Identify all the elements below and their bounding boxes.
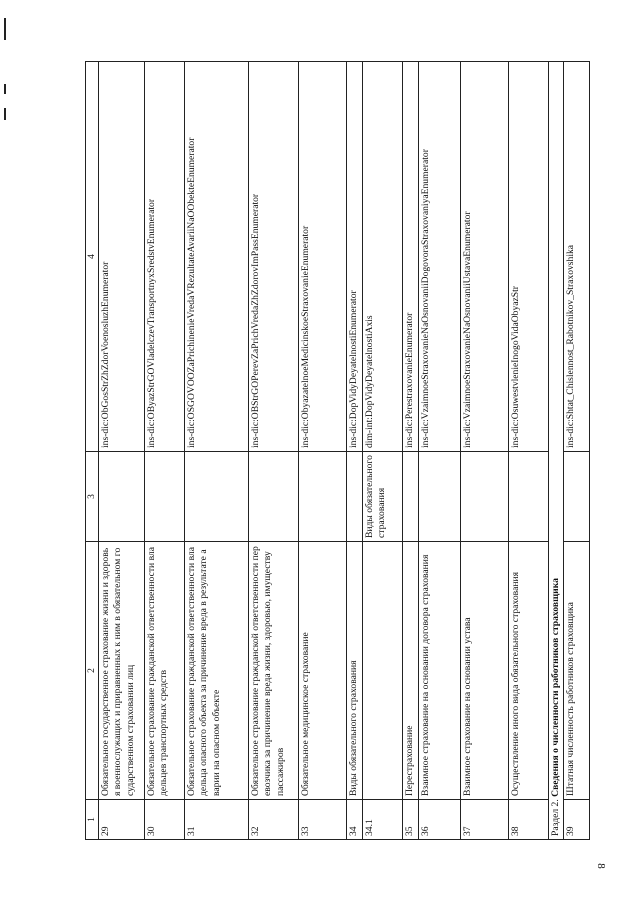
row-description	[363, 542, 403, 800]
table-row	[185, 62, 249, 840]
row-type	[419, 452, 461, 542]
row-code: ins-dic:VzaimnoeStraxovanieNaOsnovaniiUstavaEnumerator	[461, 62, 509, 452]
row-type	[564, 452, 590, 542]
table-row	[249, 62, 299, 840]
table-row	[419, 62, 461, 840]
row-description: Обязательное страхование гражданской ответственности владельца опасного объекта за причинение вреда в результате аварии на опасном объекте	[185, 542, 249, 800]
row-description: Взаимное страхование на основании устава	[461, 542, 509, 800]
row-number: 38	[509, 800, 549, 840]
row-description: Виды обязательного страхования	[347, 542, 363, 800]
table-row	[363, 62, 403, 840]
row-number: 39	[564, 800, 590, 840]
row-description: Обязательное медицинское страхование	[299, 542, 347, 800]
row-type	[185, 452, 249, 542]
table-row	[99, 62, 145, 840]
scan-mark-middle	[4, 84, 6, 94]
section-title: Сведения о численности работников страховщика	[550, 578, 562, 797]
row-description: Обязательное страхование гражданской ответственности владельцев транспортных средств	[145, 542, 185, 800]
row-type	[145, 452, 185, 542]
table-row	[403, 62, 419, 840]
row-type	[249, 452, 299, 542]
table-row	[347, 62, 363, 840]
row-type	[99, 452, 145, 542]
row-description: Осуществление иного вида обязательного страхования	[509, 542, 549, 800]
row-number: 34	[347, 800, 363, 840]
row-type	[461, 452, 509, 542]
row-code: ins-dic:OByazStrGOVladelczevTransportnyxSredstvEnumerator	[145, 62, 185, 452]
rotated-table-container	[85, 62, 620, 840]
row-type	[299, 452, 347, 542]
row-code: ins-dic:OBStrGOPerevZaPrichVredaZhZdorovImPassEnumerator	[249, 62, 299, 452]
row-code: dim-int:DopVidyDeyatelnostiAxis	[363, 62, 403, 452]
section-heading	[549, 62, 564, 840]
row-number: 30	[145, 800, 185, 840]
row-description: Перестрахование	[403, 542, 419, 800]
row-code: ins-dic:Shtat_Chislennost_Rabotnikov_Straxovshika	[564, 62, 590, 452]
table-row	[509, 62, 549, 840]
row-code: ins-dic:ObyazatelnoeMedicinskoeStraxovanieEnumerator	[299, 62, 347, 452]
table-row	[461, 62, 509, 840]
row-description: Взаимное страхование на основании договора страхования	[419, 542, 461, 800]
table-row	[299, 62, 347, 840]
row-code: ins-dic:VzaimnoeStraxovanieNaOsnovaniiDogovoraStraxovaniyaEnumerator	[419, 62, 461, 452]
row-code: ins-dic:OSGOVOOZaPrichinenieVredaVRezultateAvariiNaOObekteEnumerator	[185, 62, 249, 452]
row-description: Штатная численность работников страховщика	[564, 542, 590, 800]
row-number: 34.1	[363, 800, 403, 840]
row-number: 37	[461, 800, 509, 840]
section-label: Раздел 2.	[550, 799, 562, 836]
row-code: ins-dic:OsuwestvlenieInogoVidaObyazStr	[509, 62, 549, 452]
row-code: ins-dic:PerestraxovanieEnumerator	[403, 62, 419, 452]
page-number: 8	[594, 863, 607, 869]
scan-mark-top	[4, 18, 6, 40]
row-type	[509, 452, 549, 542]
header-cell: 2	[86, 542, 99, 800]
row-number: 36	[419, 800, 461, 840]
section-header-row	[549, 62, 564, 840]
row-number: 29	[99, 800, 145, 840]
row-type	[347, 452, 363, 542]
table-header-row	[86, 62, 99, 840]
table-row	[564, 62, 590, 840]
row-code: ins-dic:ObGosStrZhZdorVoenosluzhEnumerator	[99, 62, 145, 452]
dictionary-table	[85, 61, 590, 840]
row-type	[403, 452, 419, 542]
row-description: Обязательное государственное страхование жизни и здоровья военнослужащих и приравненных к ним в обязательном государственном страховании лиц	[99, 542, 145, 800]
header-cell: 1	[86, 800, 99, 840]
row-code: ins-dic:DopVidyDeyatelnostiEnumerator	[347, 62, 363, 452]
row-number: 32	[249, 800, 299, 840]
row-description: Обязательное страхование гражданской ответственности перевозчика за причинение вреда жизни, здоровью, имуществу пассажиров	[249, 542, 299, 800]
table-row	[145, 62, 185, 840]
row-number: 31	[185, 800, 249, 840]
row-number: 35	[403, 800, 419, 840]
header-cell: 4	[86, 62, 99, 452]
row-number: 33	[299, 800, 347, 840]
row-type: Виды обязательного страхования	[363, 452, 403, 542]
header-cell: 3	[86, 452, 99, 542]
scan-mark-lower	[4, 108, 6, 120]
